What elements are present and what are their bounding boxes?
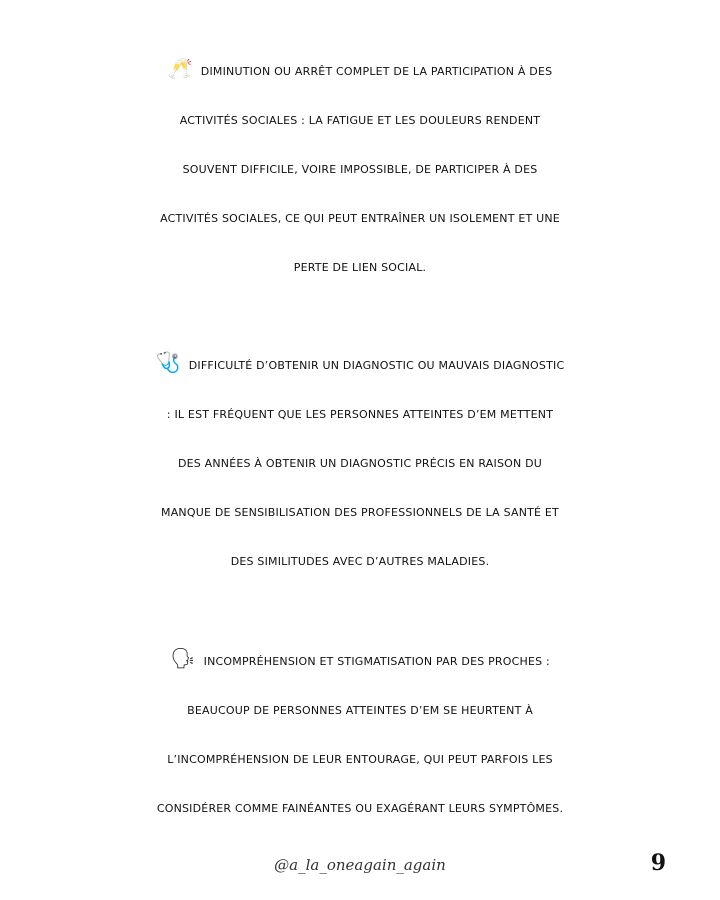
text-line: ACTIVITÉS SOCIALES, CE QUI PEUT ENTRAÎNER UN ISOLEMENT ET UNE	[160, 212, 560, 225]
text-line: DES SIMILITUDES AVEC D’AUTRES MALADIES.	[230, 555, 490, 568]
text-line: DES ANNÉES À OBTENIR UN DIAGNOSTIC PRÉCIS EN RAISON DU	[177, 457, 543, 470]
page-number: 9	[650, 850, 666, 876]
author-handle: @a_la_oneagain_again	[274, 856, 446, 874]
text-line: PERTE DE LIEN SOCIAL.	[293, 261, 427, 274]
paragraph-social-activities	[0, 44, 720, 292]
text-line: BEAUCOUP DE PERSONNES ATTEINTES D’EM SE HEURTENT À	[187, 704, 533, 717]
text-line: L’INCOMPRÉHENSION DE LEUR ENTOURAGE, QUI PEUT PARFOIS LES	[167, 753, 553, 766]
text-line: MANQUE DE SENSIBILISATION DES PROFESSIONNELS DE LA SANTÉ ET	[161, 506, 559, 519]
text-line: SOUVENT DIFFICILE, VOIRE IMPOSSIBLE, DE PARTICIPER À DES	[182, 163, 538, 176]
champagne-glasses-icon	[168, 44, 193, 93]
text-line: 🗣INCOMPRÉHENSION ET STIGMATISATION PAR DES PROCHES :	[0, 634, 720, 686]
text-line: : IL EST FRÉQUENT QUE LES PERSONNES ATTEINTES D’EM METTENT	[166, 408, 554, 421]
paragraph-diagnosis	[0, 338, 720, 586]
paragraph-stigmatisation	[0, 634, 720, 833]
text-line: CONSIDÉRER COMME FAINÉANTES OU EXAGÉRANT LEURS SYMPTÔMES.	[156, 802, 564, 815]
text-line: ACTIVITÉS SOCIALES : LA FATIGUE ET LES DOULEURS RENDENT	[179, 114, 541, 127]
text-line: 🥂DIMINUTION OU ARRÊT COMPLET DE LA PARTICIPATION À DES	[0, 44, 720, 96]
speaking-head-icon	[170, 634, 196, 683]
text-line: 🩺DIFFICULTÉ D’OBTENIR UN DIAGNOSTIC OU MAUVAIS DIAGNOSTIC	[0, 338, 720, 390]
stethoscope-icon	[156, 338, 181, 387]
